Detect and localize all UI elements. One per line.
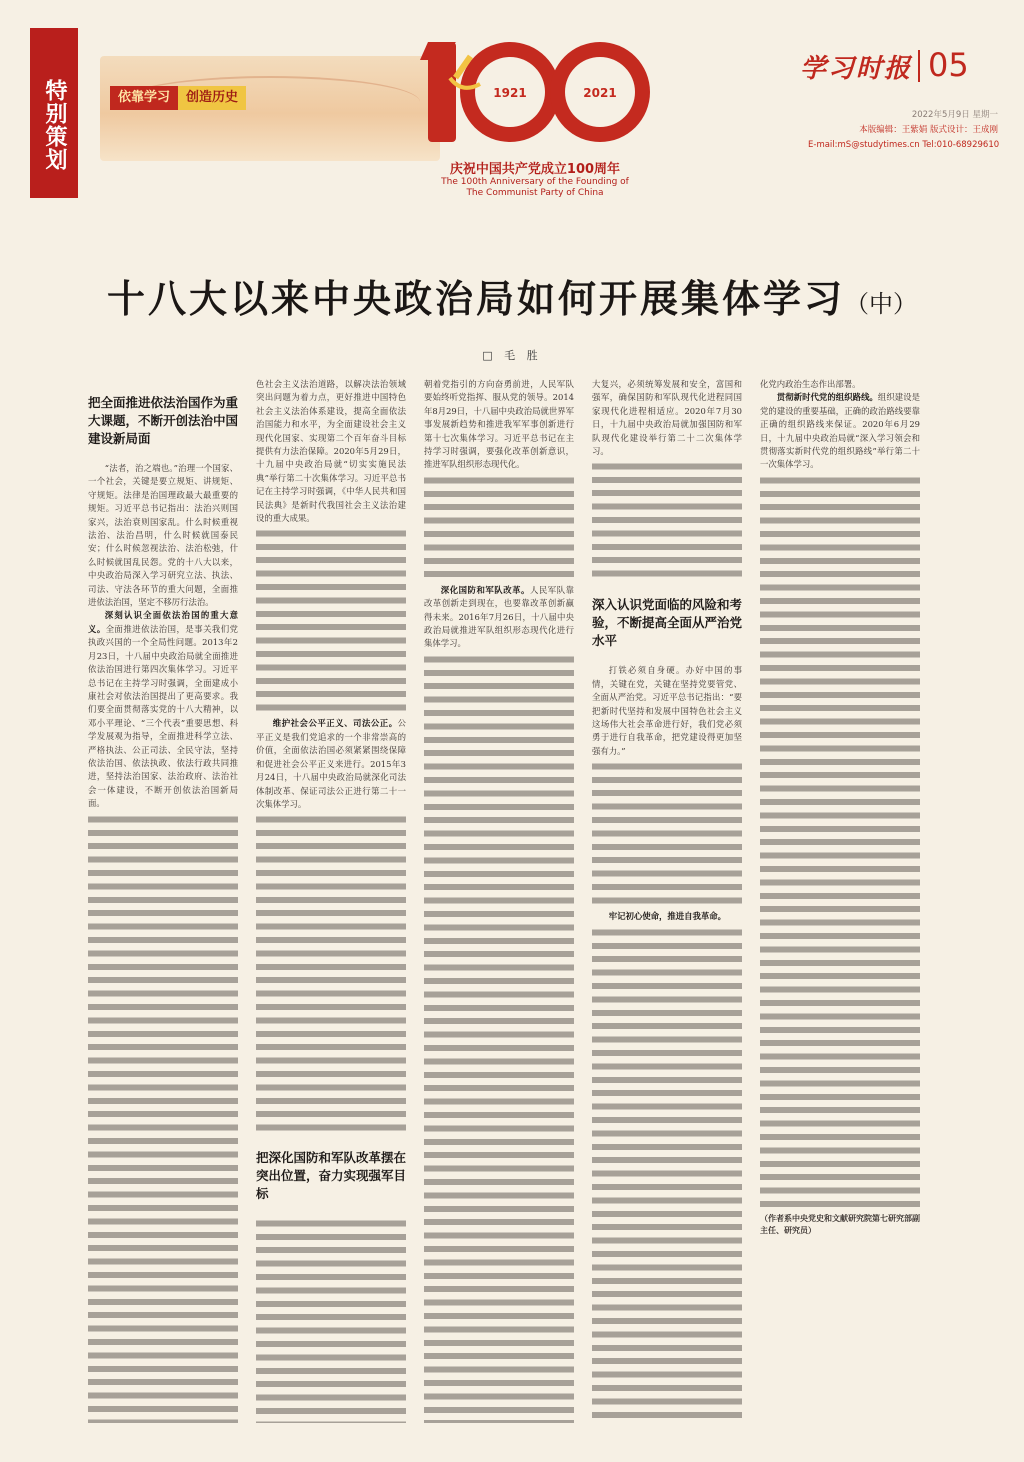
- centennial-title-en: The 100th Anniversary of the Founding of The Communist Party of China: [441, 177, 629, 198]
- paragraph: 化党内政治生态作出部署。: [760, 379, 861, 389]
- article-column-2: [256, 378, 406, 1423]
- issue-weekday: 星期一: [972, 110, 998, 120]
- paper-name: 学习时报: [800, 54, 913, 84]
- body-text-continuation: [424, 653, 574, 1423]
- article-headline: [0, 268, 1024, 323]
- author-footnote: （作者系中央党史和文献研究院第七研究部副主任、研究员）: [760, 1213, 920, 1235]
- section-heading-party-discipline: 深入认识党面临的风险和考验，不断提高全面从严治党水平: [592, 597, 742, 649]
- year-start: 1921: [493, 86, 527, 100]
- paragraph-lead: 牢记初心使命，推进自我革命。: [608, 911, 727, 922]
- article-byline: □ 毛 胜: [482, 349, 542, 362]
- paragraph: 维护社会公平正义、司法公正。公平正义是我们党追求的一个非常崇高的价值，全面依法治国必须紧紧围绕保障和促进社会公平正义来进行。2015年3月24日，十八届中央政治局就深化司法体制改革、保证司法公正进行第二十一次集体学习。: [256, 718, 406, 809]
- edition-info: [808, 108, 998, 153]
- section-tab-label: 特别策划: [42, 79, 67, 171]
- year-end: 2021: [583, 86, 617, 100]
- body-text-continuation: [592, 926, 742, 1423]
- nameplate: [790, 46, 998, 86]
- paragraph-lead: 深刻认识全面依法治国的重大意义。: [88, 610, 238, 634]
- slogan: [110, 86, 246, 110]
- centennial-logo-icon: [410, 30, 660, 160]
- paragraph-lead: 维护社会公平正义、司法公正。: [272, 718, 398, 729]
- article-column-1: [88, 378, 238, 1423]
- centennial-title-cn: 庆祝中国共产党成立100周年: [449, 162, 621, 177]
- article-column-4: [592, 378, 742, 1423]
- section-heading-rule-of-law: 把全面推进依法治国作为重大课题，不断开创法治中国建设新局面: [88, 395, 238, 446]
- body-text-continuation: [256, 527, 406, 717]
- slogan-part-1: 依靠学习: [110, 86, 178, 110]
- slogan-part-2: 创造历史: [178, 86, 246, 110]
- paragraph-lead: 贯彻新时代党的组织路线。: [776, 392, 878, 403]
- body-text-continuation: [88, 813, 238, 1423]
- article-column-5: [760, 378, 920, 1423]
- paragraph: 打铁必须自身硬。办好中国的事情，关键在党，关键在坚持党要管党、全面从严治党。习近平总书记指出：“要把新时代坚持和发展中国特色社会主义这场伟大社会革命进行好，我们党必须勇于进行自我革命，把党建设得更加坚强有力。”: [592, 665, 742, 756]
- article-column-3: [424, 378, 574, 1423]
- paragraph: [592, 910, 742, 923]
- paragraph: “法者，治之端也。”治理一个国家、一个社会，关键是要立规矩、讲规矩、守规矩。法律是治国理政最大最重要的规矩。习近平总书记指出：法治兴则国家兴，法治衰则国家乱。什么时候重视法治、法治昌明，什么时候就国泰民安；什么时候忽视法治、法治松弛，什么时候就国乱民怨。党的十八大以来，中央政治局深入学习研究立法、执法、司法、守法各环节的重大问题，全面推进依法治国，坚定不移厉行法治。: [88, 463, 238, 608]
- designer-credit: 版式设计：王成刚: [929, 125, 998, 135]
- paragraph-lead: 深化国防和军队改革。: [440, 584, 530, 595]
- paragraph: 深刻认识全面依法治国的重大意义。全面推进依法治国，是事关我们党执政兴国的一个全局性问题。2013年2月23日，十八届中央政治局就全面推进依法治国进行第四次集体学习。习近平总书记在主持学习时强调，全面建成小康社会对依法治国提出了更高要求。我们要全面贯彻落实党的十八大精神，以邓小平理论、“三个代表”重要思想、科学发展观为指导，全面推进科学立法、严格执法、公正司法、全民守法，坚持依法治国、依法执政、依法行政共同推进，坚持法治国家、法治政府、法治社会一体建设，不断开创依法治国新局面。: [88, 610, 238, 809]
- body-text-continuation: [256, 813, 406, 1133]
- section-tab: [30, 28, 78, 198]
- body-text-continuation: [424, 474, 574, 584]
- paragraph: 大复兴，必须统筹发展和安全，富国和强军，确保国防和军队现代化进程同国家现代化进程相适应。2020年7月30日，十九届中央政治局就加强国防和军队现代化建设举行第二十二次集体学习。: [592, 379, 742, 457]
- issue-date: 2022年5月9日: [911, 110, 970, 120]
- centennial-emblem: [410, 30, 660, 225]
- paragraph: 深化国防和军队改革。人民军队靠改革创新走到现在，也要靠改革创新赢得未来。2016年7月26日，十八届中央政治局就推进军队组织形态现代化进行集体学习。: [424, 584, 574, 649]
- paragraph: 朝着党指引的方向奋勇前进，人民军队要始终听党指挥、服从党的领导。2014年8月29日，十八届中央政治局就世界军事发展新趋势和推进我军军事创新进行第十七次集体学习。习近平总书记在主持学习时强调，要强化改革创新意识，推进军队组织形态现代化。: [424, 379, 574, 470]
- section-heading-military-reform: 把深化国防和军队改革摆在突出位置，奋力实现强军目标: [256, 1150, 406, 1202]
- contact-email: E-mail:mS@studytimes.cn: [808, 140, 920, 150]
- body-text-continuation: [256, 1217, 406, 1423]
- paragraph: 贯彻新时代党的组织路线。组织建设是党的建设的重要基础，正确的政治路线要靠正确的组织路线来保证。2020年6月29日，十九届中央政治局就“深入学习领会和贯彻落实新时代党的组织路线”举行第二十一次集体学习。: [760, 392, 920, 470]
- article-part: （中）: [845, 290, 917, 318]
- contact-tel: Tel:010-68929610: [922, 140, 1000, 150]
- editor-credit: 本版编辑：王紫娟: [859, 125, 928, 135]
- article-title: 十八大以来中央政治局如何开展集体学习: [106, 277, 845, 321]
- body-text-continuation: [760, 474, 920, 1209]
- page-number: 05: [928, 46, 969, 84]
- masthead: [30, 28, 998, 228]
- paragraph: 色社会主义法治道路，以解决法治领域突出问题为着力点，更好推进中国特色社会主义法治体系建设，提高全面依法治国能力和水平，为全面建设社会主义现代化国家、实现第二个百年奋斗目标提供有力法治保障。2020年5月29日，十九届中央政治局就“切实实施民法典”举行第二十次集体学习。习近平总书记在主持学习时强调，《中华人民共和国民法典》是新时代我国社会主义法治建设的重大成果。: [256, 379, 406, 524]
- body-text-continuation: [592, 460, 742, 580]
- body-text-continuation: [592, 760, 742, 910]
